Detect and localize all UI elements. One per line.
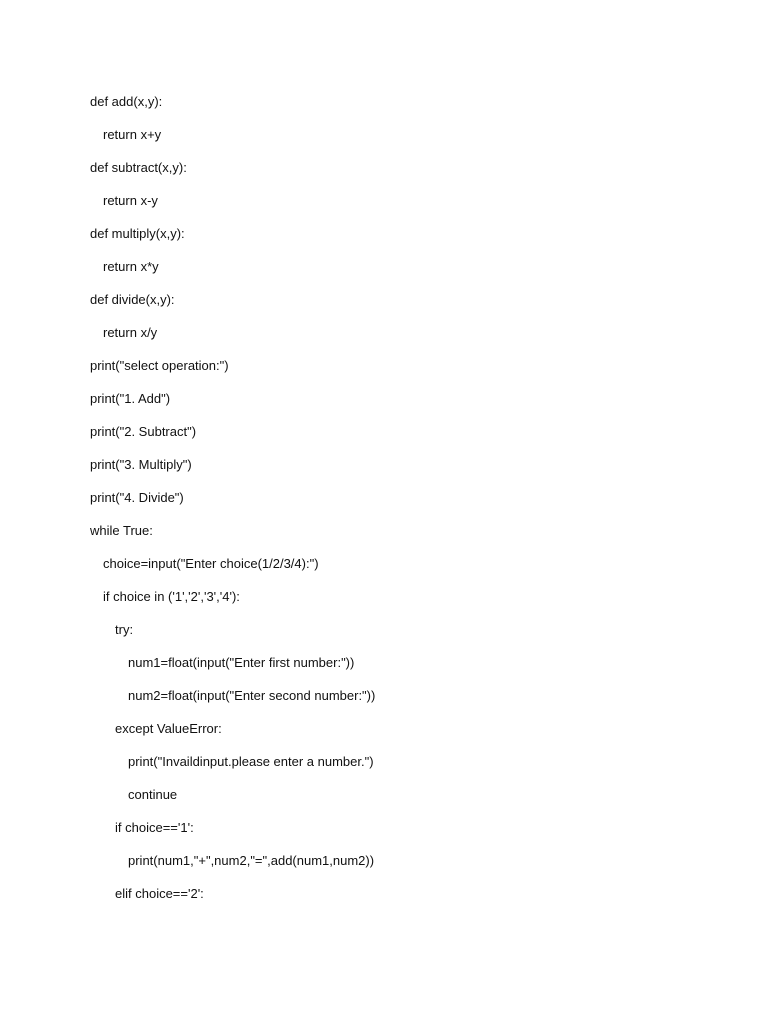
code-line: return x/y [103,325,158,340]
code-line: while True: [90,523,153,538]
code-line: print("2. Subtract") [90,424,197,439]
code-line: num2=float(input("Enter second number:")) [128,688,376,703]
code-line: elif choice=='2': [115,886,204,901]
code-line: def multiply(x,y): [90,226,185,241]
code-line: print("select operation:") [90,358,229,373]
code-line: print("3. Multiply") [90,457,192,472]
code-line: return x-y [103,193,158,208]
code-line: print("1. Add") [90,391,171,406]
code-line: except ValueError: [115,721,222,736]
code-line: print("4. Divide") [90,490,184,505]
code-line: continue [128,787,178,802]
code-line: num1=float(input("Enter first number:")) [128,655,355,670]
code-line: return x+y [103,127,162,142]
code-line: def subtract(x,y): [90,160,187,175]
code-line: try: [115,622,134,637]
code-line: def add(x,y): [90,94,163,109]
code-line: print(num1,"+",num2,"=",add(num1,num2)) [128,853,375,868]
code-line: def divide(x,y): [90,292,175,307]
code-line: if choice=='1': [115,820,194,835]
code-block [90,92,375,917]
code-line: print("Invaildinput.please enter a number.") [128,754,374,769]
code-line: choice=input("Enter choice(1/2/3/4):") [103,556,319,571]
code-line: if choice in ('1','2','3','4'): [103,589,240,604]
code-line: return x*y [103,259,159,274]
